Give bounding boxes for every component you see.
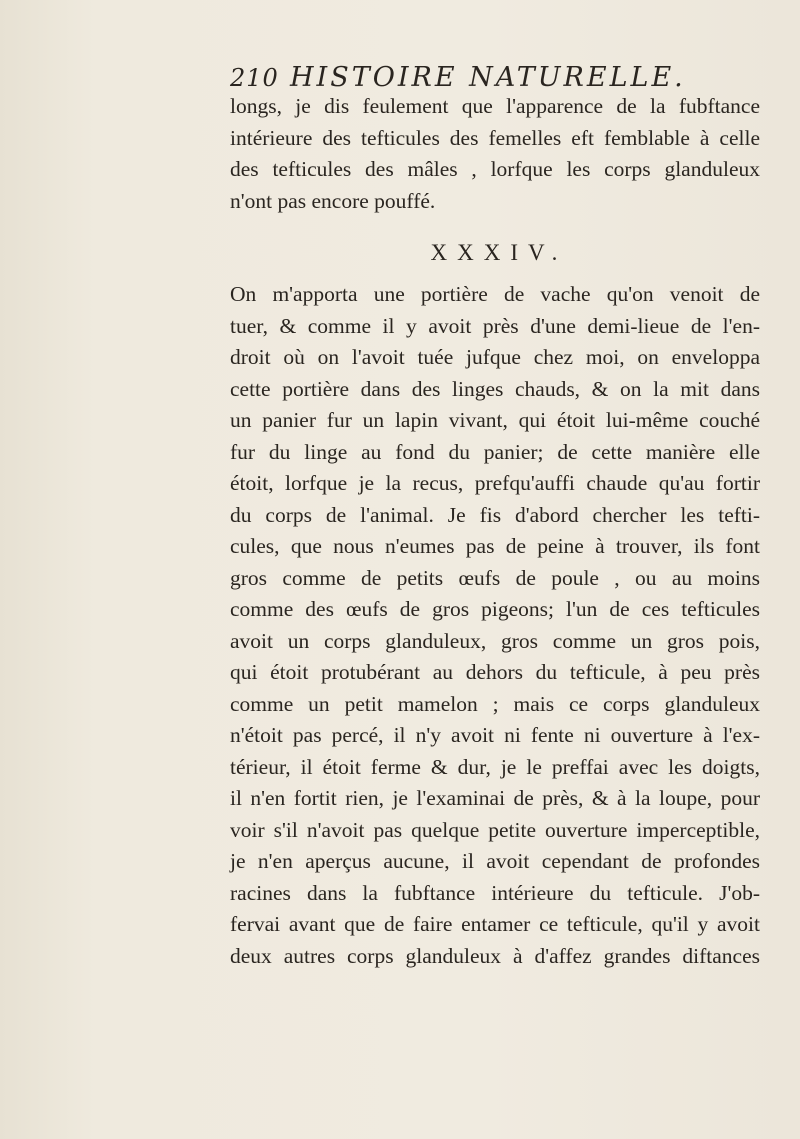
text-line: cules, que nous n'eumes pas de peine à trouver, ils font [230, 534, 760, 558]
text-line: On m'apporta une portière de vache qu'on venoit de [230, 282, 760, 306]
text-line: avoit un corps glanduleux, gros comme un gros pois, [230, 628, 760, 653]
text-line: fur du linge au fond du panier; de cette manière elle [230, 439, 760, 464]
text-line: n'étoit pas percé, il n'y avoit ni fente ni ouverture à l'ex- [230, 723, 760, 747]
text-line: longs, je dis feulement que l'apparence de la fubftance [230, 94, 760, 118]
text-line: cette portière dans des linges chauds, & on la mit dans [230, 376, 760, 401]
paragraph-1 [230, 91, 760, 217]
text-line: fervai avant que de faire entamer ce tefticule, qu'il y avoit [230, 912, 760, 936]
text-line: comme un petit mamelon ; mais ce corps glanduleux [230, 691, 760, 716]
text-line: un panier fur un lapin vivant, qui étoit lui-même couché [230, 408, 760, 432]
paragraph-2 [230, 279, 760, 972]
text-line: il n'en fortit rien, je l'examinai de près, & à la loupe, pour [230, 786, 760, 810]
running-title: HISTOIRE NATURELLE. [290, 62, 686, 93]
text-line: je n'en aperçus aucune, il avoit cependant de profondes [230, 849, 760, 873]
text-line: tuer, & comme il y avoit près d'une demi-lieue de l'en- [230, 313, 760, 338]
body-text [230, 91, 760, 972]
text-line: gros comme de petits œufs de poule , ou au moins [230, 565, 760, 590]
text-line: droit où on l'avoit tuée jufque chez moi, on enveloppa [230, 345, 760, 369]
text-line: des tefticules des mâles , lorfque les corps glanduleux [230, 157, 760, 181]
text-line: qui étoit protubérant au dehors du tefticule, à peu près [230, 660, 760, 684]
text-line: racines dans la fubftance intérieure du tefticule. J'ob- [230, 880, 760, 905]
text-line: n'ont pas encore pouffé. [230, 188, 436, 213]
text-line: voir s'il n'avoit pas quelque petite ouverture imperceptible, [230, 817, 760, 842]
text-line: deux autres corps glanduleux à d'affez grandes diftances [230, 943, 760, 968]
text-line: térieur, il étoit ferme & dur, je le preffai avec les doigts, [230, 754, 760, 779]
page-number: 210 [230, 64, 279, 92]
text-line: étoit, lorfque je la recus, prefqu'auffi chaude qu'au fortir [230, 471, 760, 495]
text-line: du corps de l'animal. Je fis d'abord chercher les tefti- [230, 502, 760, 527]
text-line: comme des œufs de gros pigeons; l'un de ces tefticules [230, 597, 760, 621]
section-heading: XXXIV. [430, 240, 568, 265]
text-line: intérieure des tefticules des femelles eft femblable à celle [230, 125, 760, 150]
